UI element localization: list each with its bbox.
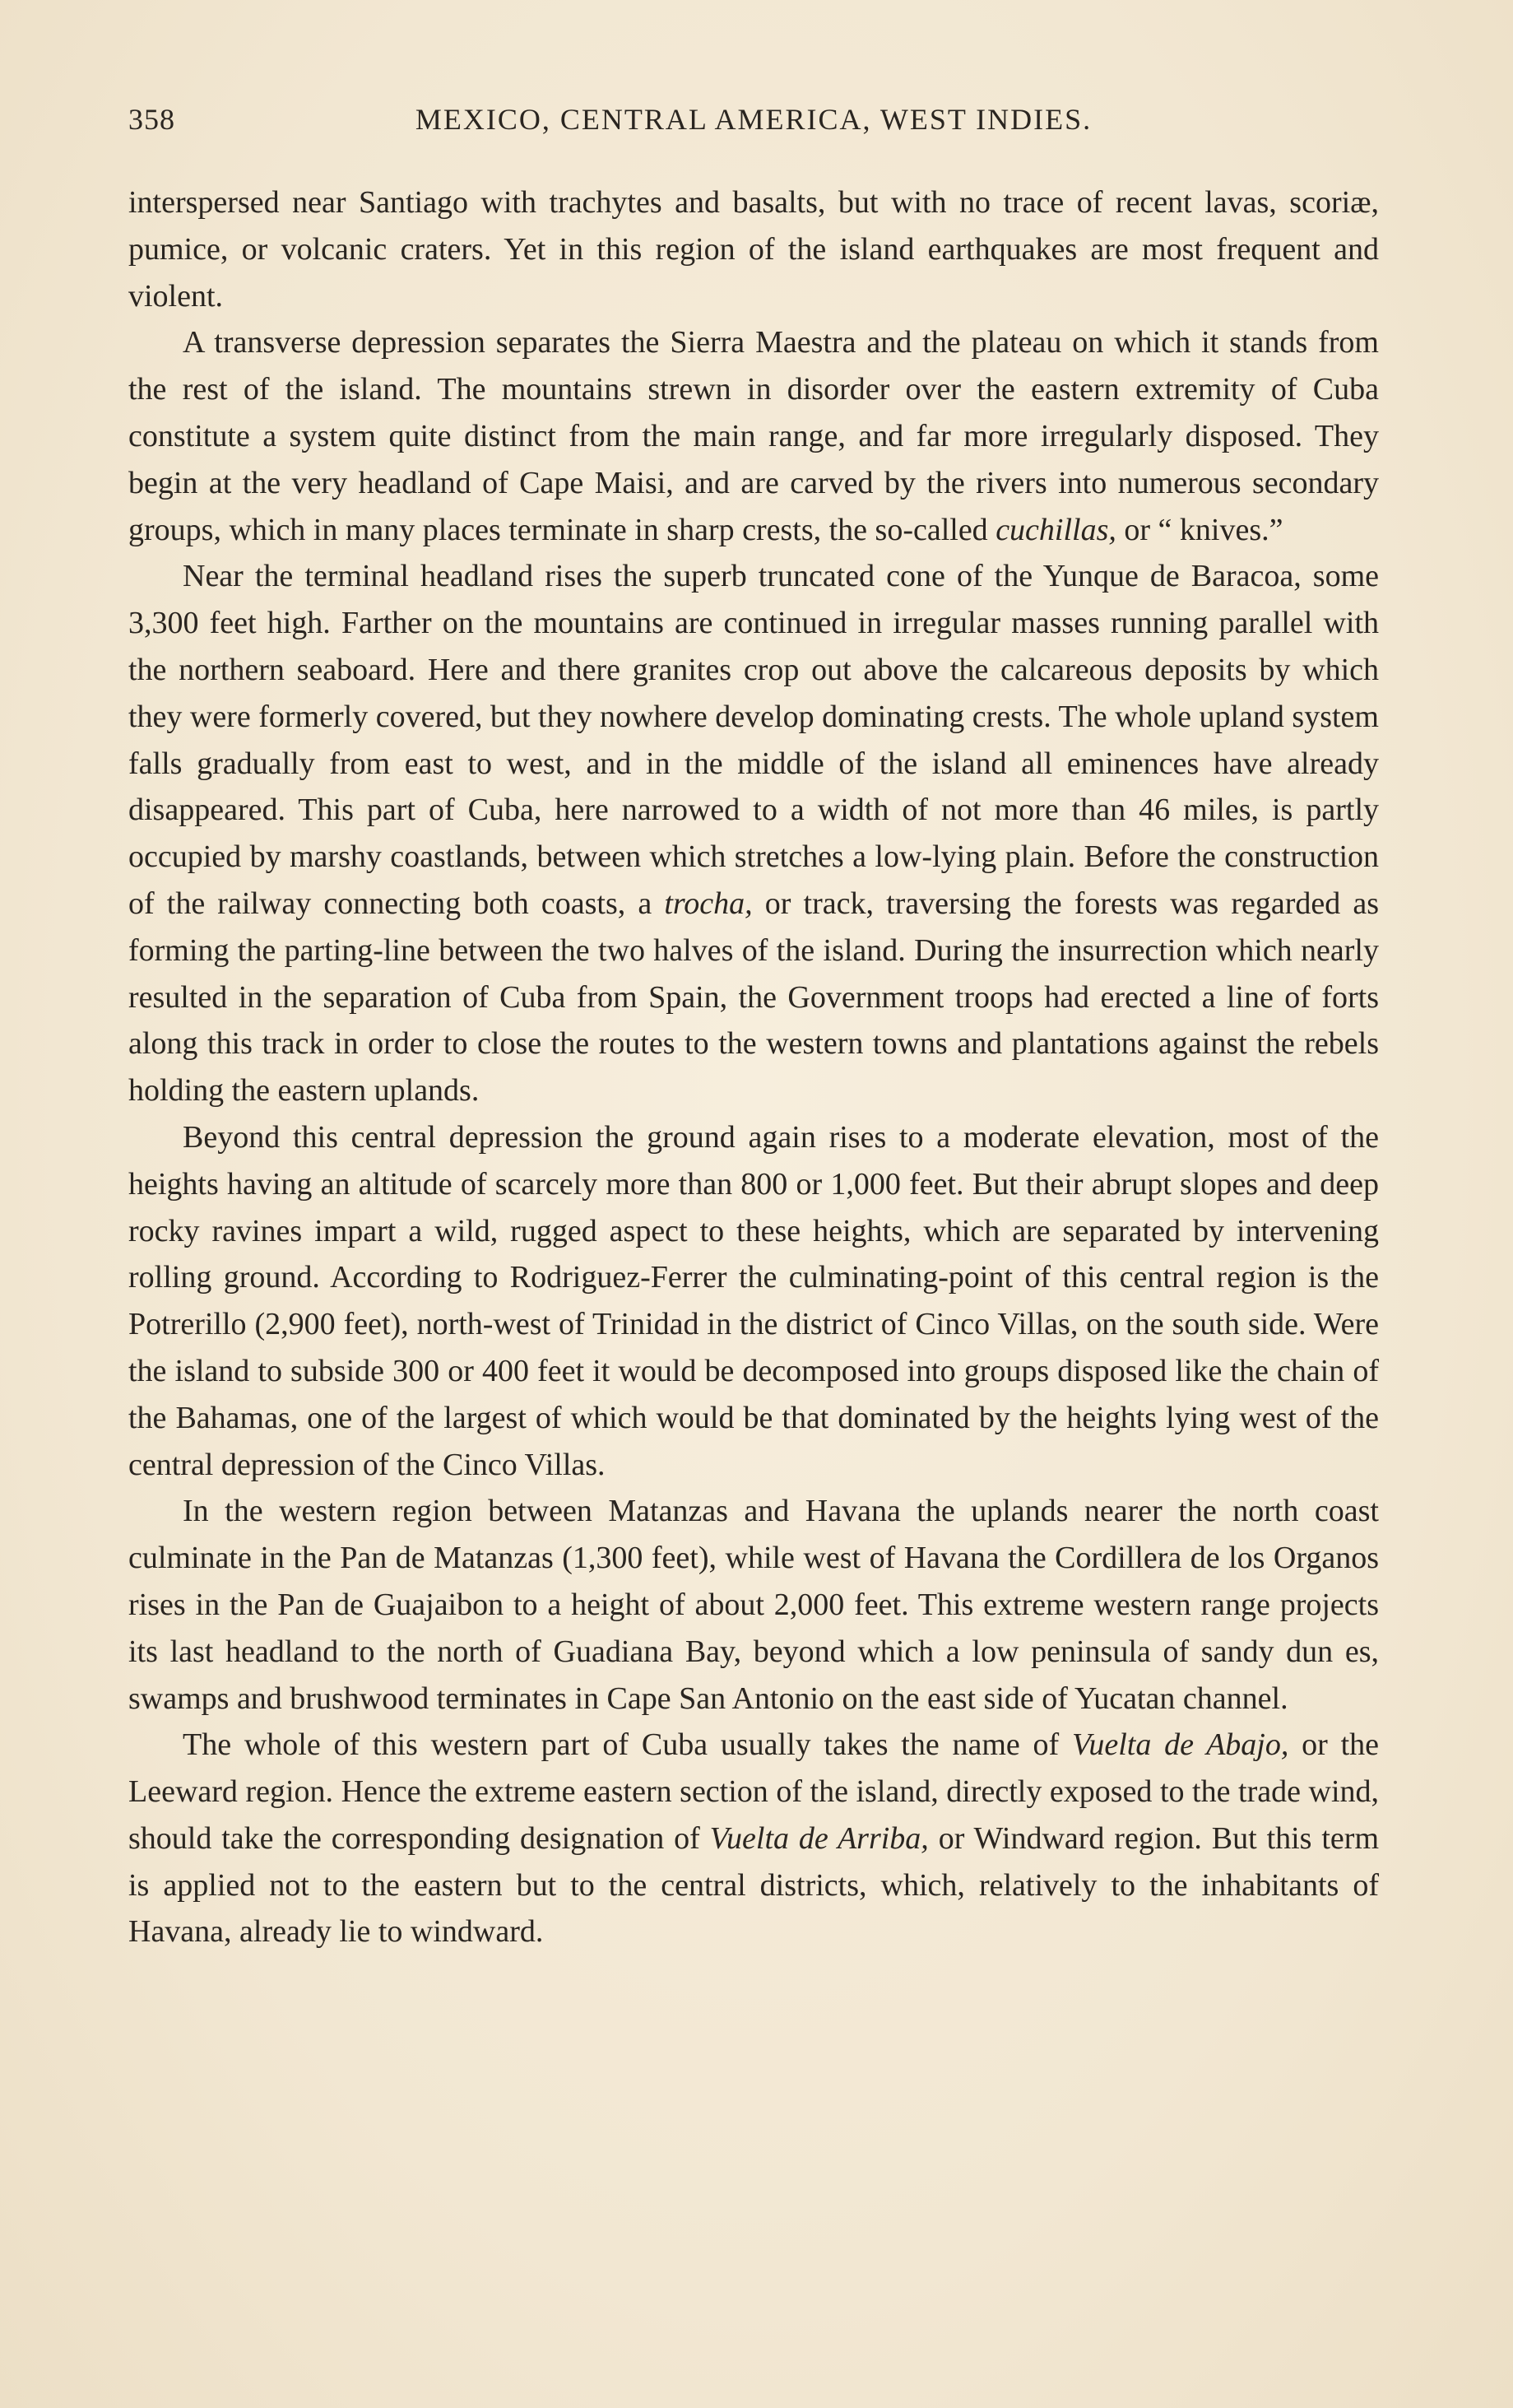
paragraph-2 (128, 319, 1379, 553)
paragraph-6-text: The whole of this western part of Cuba usually takes the name of (183, 1727, 1072, 1763)
paragraph-3-text: Near the terminal headland rises the superb truncated cone of the Yunque de Baracoa, some 3,300 feet high. Farther on the mountains are continued in irregular masses running parallel with the northern seaboard. Here and there granites crop out above the calcareous deposits by which they were formerly covered, but they nowhere develop dominating crests. The whole upland system falls gradually from east to west, and in the middle of the island all eminences have already disappeared. This part of Cuba, here narrowed to a width of not more than 46 miles, is partly occupied by marshy coastlands, between which stretches a low-lying plain. Before the construction of the railway connecting both coasts, a (128, 559, 1379, 921)
paragraph-2-text: A transverse depression separates the Sierra Maestra and the plateau on which it stands from the rest of the island. The mountains strewn in disorder over the eastern extremity of Cuba constitute a system quite distinct from the main range, and far more irregularly disposed. They begin at the very headland of Cape Maisi, and are carved by the rivers into numerous secondary groups, which in many places terminate in sharp crests, the so-called (128, 325, 1379, 547)
paragraph-3 (128, 553, 1379, 1114)
paragraph-1-text: interspersed near Santiago with trachytes and basalts, but with no trace of recent lavas, scoriæ, pumice, or volcanic craters. Yet in this region of the island earthquakes are most frequent and violent. (128, 185, 1379, 314)
paragraph-6 (128, 1722, 1379, 1955)
paragraph-5 (128, 1488, 1379, 1722)
paragraph-6-text-mid: or the Leeward region. Hence the extreme eastern section of the island, directly exposed to the trade wind, should take the corresponding designation of (128, 1727, 1380, 1856)
paragraph-4-text: Beyond this central depression the ground again rises to a moderate elevation, most of the heights having an altitude of scarcely more than 800 or 1,000 feet. But their abrupt slopes and deep rocky ravines impart a wild, rugged aspect to these heights, which are separated by intervening rolling ground. According to Rodriguez-Ferrer the culminating-point of this central region is the Potrerillo (2,900 feet), north-west of Trinidad in the district of Cinco Villas, on the south side. Were the island to subside 300 or 400 feet it would be decomposed into groups disposed like the chain of the Bahamas, one of the largest of which would be that dominated by the heights lying west of the central depression of the Cinco Villas. (128, 1119, 1379, 1482)
page-header (128, 102, 1379, 151)
running-head: MEXICO, CENTRAL AMERICA, WEST INDIES. (415, 103, 1093, 136)
italic-term-vuelta-de-arriba: Vuelta de Arriba, (709, 1820, 929, 1856)
paragraph-4 (128, 1114, 1379, 1488)
paragraph-2-text-end: or “ knives.” (1116, 512, 1283, 547)
italic-term-cuchillas: cuchillas, (996, 512, 1116, 547)
paragraph-5-text: In the western region between Matanzas and Havana the uplands nearer the north coast culminate in the Pan de Matanzas (1,300 feet), while west of Havana the Cordillera de los Organos rises in the Pan de Guajaibon to a height of about 2,000 feet. This extreme western range projects its last headland to the north of Guadiana Bay, beyond which a low peninsula of sandy dun es, swamps and brushwood terminates in Cape San Antonio on the east side of Yucatan channel. (128, 1494, 1379, 1716)
paragraph-6-text-end: or Windward region. But this term is applied not to the eastern but to the central districts, which, relatively to the inhabitants of Havana, already lie to windward. (128, 1820, 1379, 1950)
paragraph-1 (128, 179, 1379, 319)
paragraph-3-text-end: or track, traversing the forests was regarded as forming the parting-line between the two halves of the island. During the insurrection which nearly resulted in the separation of Cuba from Spain, the Government troops had erected a line of forts along this track in order to close the routes to the western towns and plantations against the rebels holding the eastern uplands. (128, 886, 1380, 1109)
italic-term-vuelta-de-abajo: Vuelta de Abajo, (1071, 1727, 1289, 1763)
italic-term-trocha: trocha, (664, 886, 753, 921)
page-number: 358 (128, 103, 175, 136)
body-text (128, 179, 1379, 1955)
